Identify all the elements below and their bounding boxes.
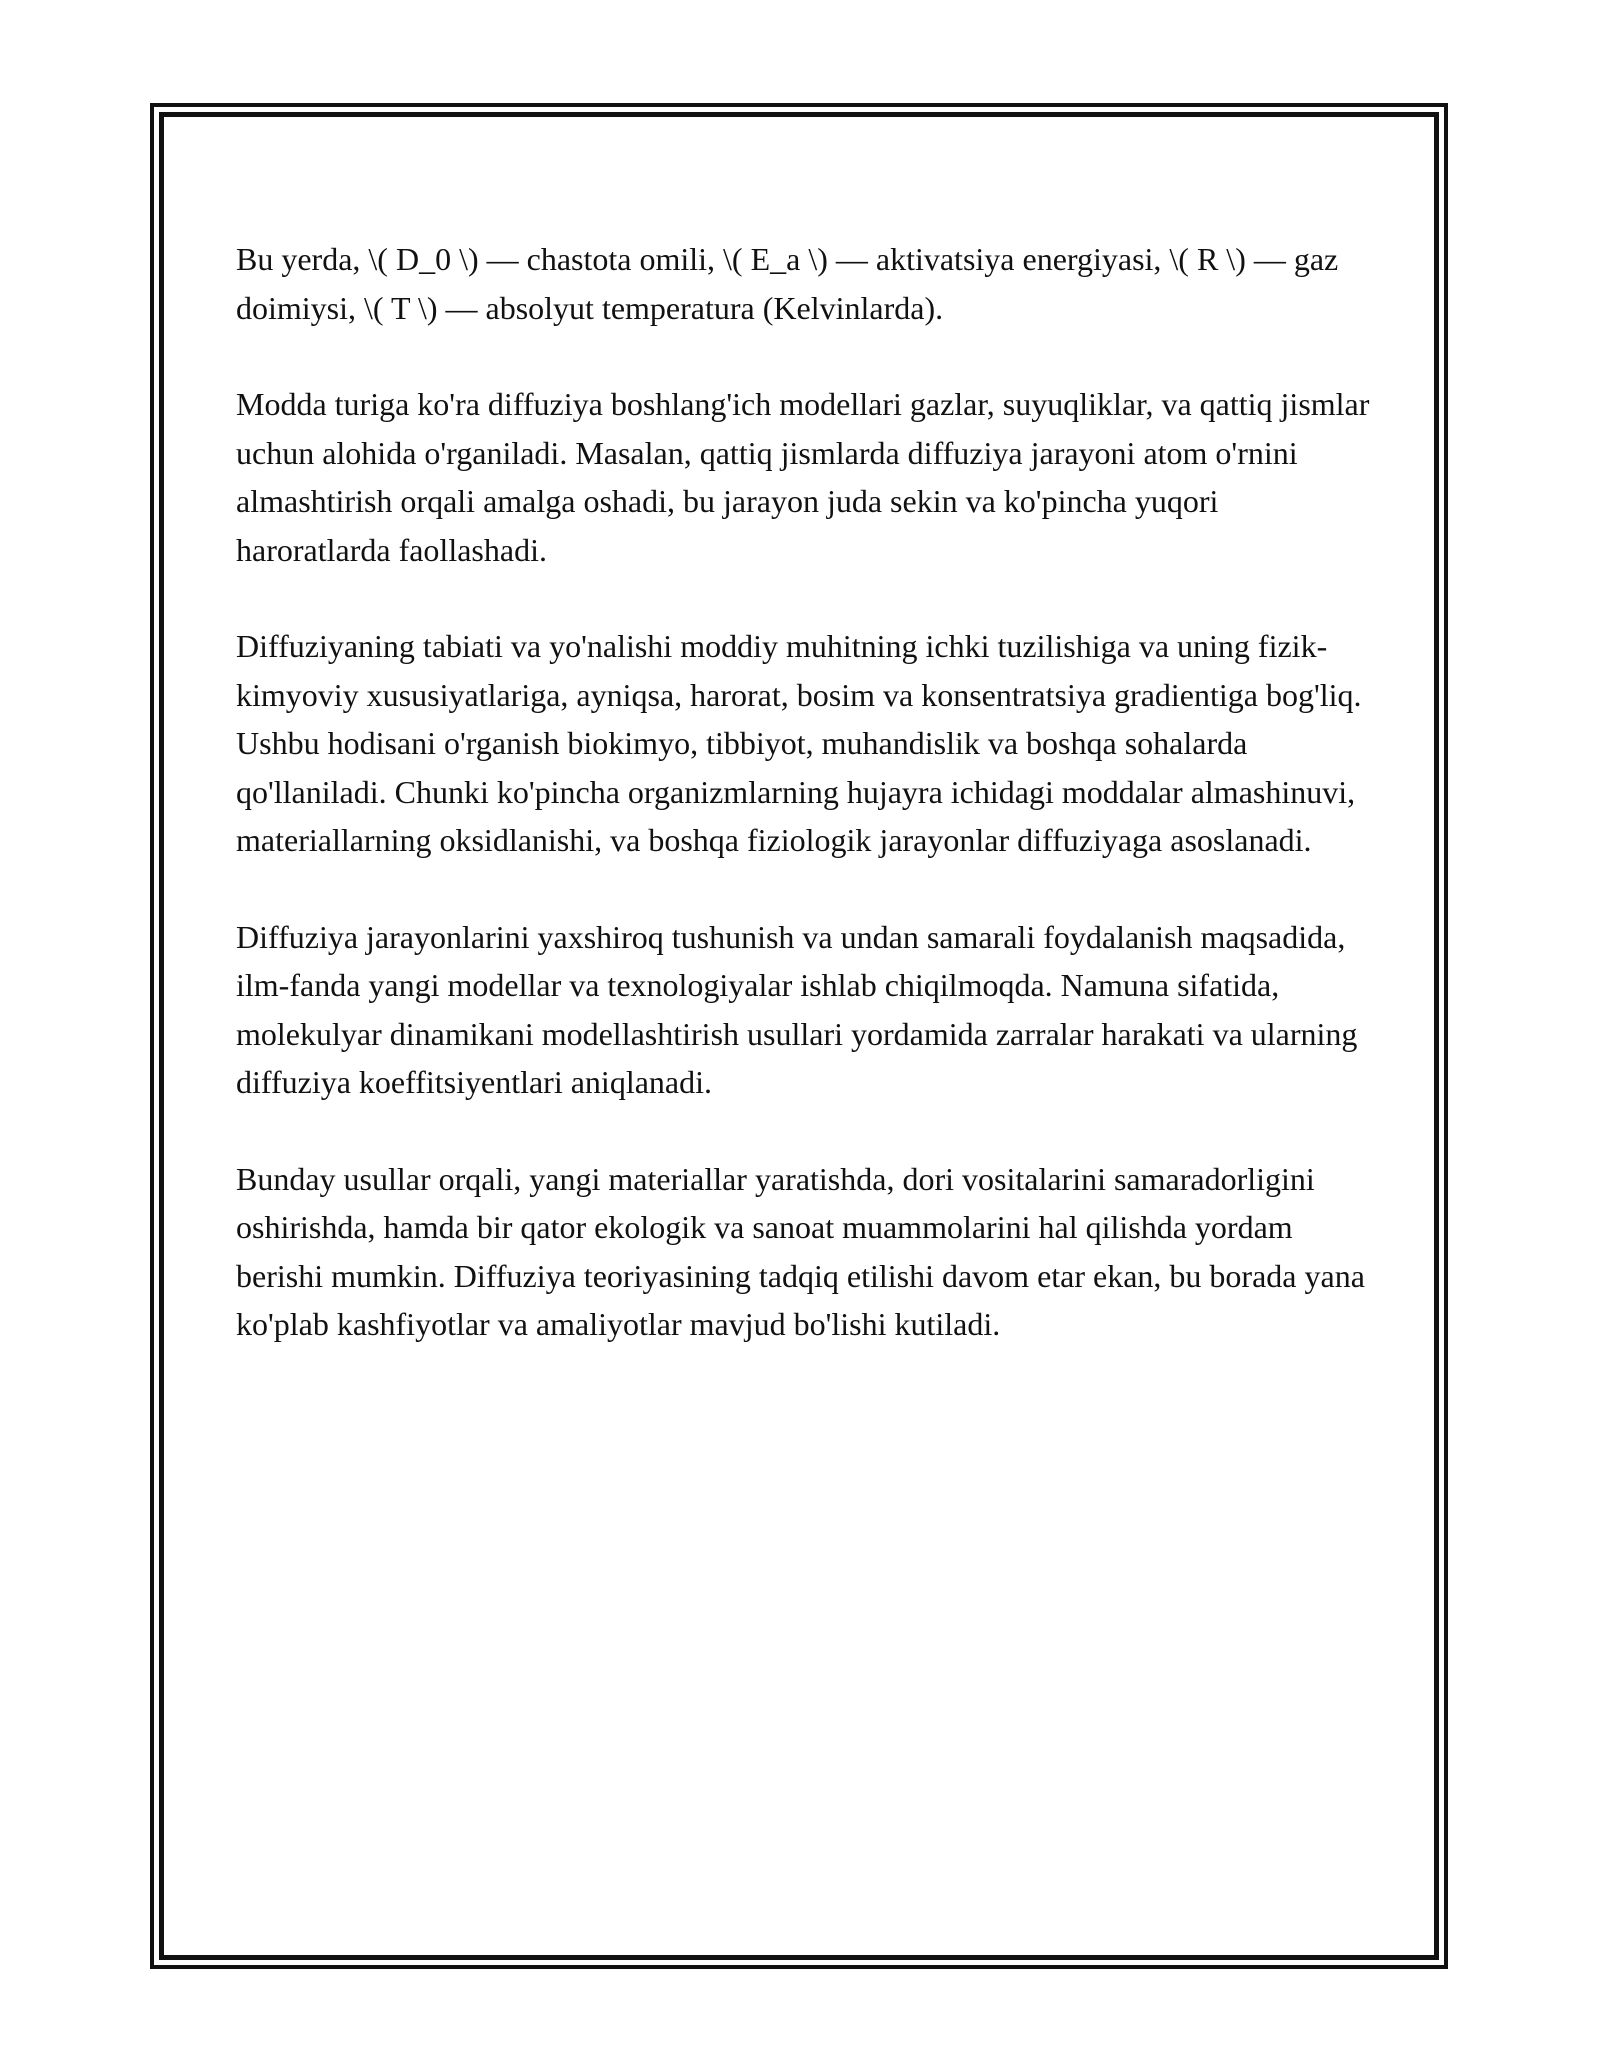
document-body	[236, 235, 1376, 1397]
paragraph-diffusion-research: Diffuziya jarayonlarini yaxshiroq tushunish va undan samarali foydalanish maqsadida, ilm-fanda yangi modellar va texnologiyalar ishlab chiqilmoqda. Namuna sifatida, molekulyar dinamikani modellashtirish usullari yordamida zarralar harakati va ularning diffuziya koeffitsiyentlari aniqlanadi.	[236, 918, 1358, 1100]
paragraph-diffusion-applications: Bunday usullar orqali, yangi materiallar yaratishda, dori vositalarini samaradorligini oshirishda, hamda bir qator ekologik va sanoat muammolarini hal qilishda yordam berishi mumkin. Diffuziya teoriyasining tadqiq etilishi davom etar ekan, bu borada yana ko'plab kashfiyotlar va amaliyotlar mavjud bo'lishi kutiladi.	[236, 1160, 1365, 1342]
paragraph-diffusion-models: Modda turiga ko'ra diffuziya boshlang'ich modellari gazlar, suyuqliklar, va qattiq jismlar uchun alohida o'rganiladi. Masalan, qattiq jismlarda diffuziya jarayoni atom o'rnini almashtirish orqali amalga oshadi, bu jarayon juda sekin va ko'pincha yuqori haroratlarda faollashadi.	[236, 386, 1370, 568]
paragraph-formula-definitions: Bu yerda, \( D_0 \) — chastota omili, \( E_a \) — aktivatsiya energiyasi, \( R \) — gaz doimiysi, \( T \) — absolyut temperatura (Kelvinlarda).	[236, 241, 1339, 326]
paragraph-diffusion-nature: Diffuziyaning tabiati va yo'nalishi moddiy muhitning ichki tuzilishiga va uning fizik-kimyoviy xususiyatlariga, ayniqsa, harorat, bosim va konsentratsiya gradientiga bog'liq. Ushbu hodisani o'rganish biokimyo, tibbiyot, muhandislik va boshqa sohalarda qo'llaniladi. Chunki ko'pincha organizmlarning hujayra ichidagi moddalar almashinuvi, materiallarning oksidlanishi, va boshqa fiziologik jarayonlar diffuziyaga asoslanadi.	[236, 628, 1362, 858]
